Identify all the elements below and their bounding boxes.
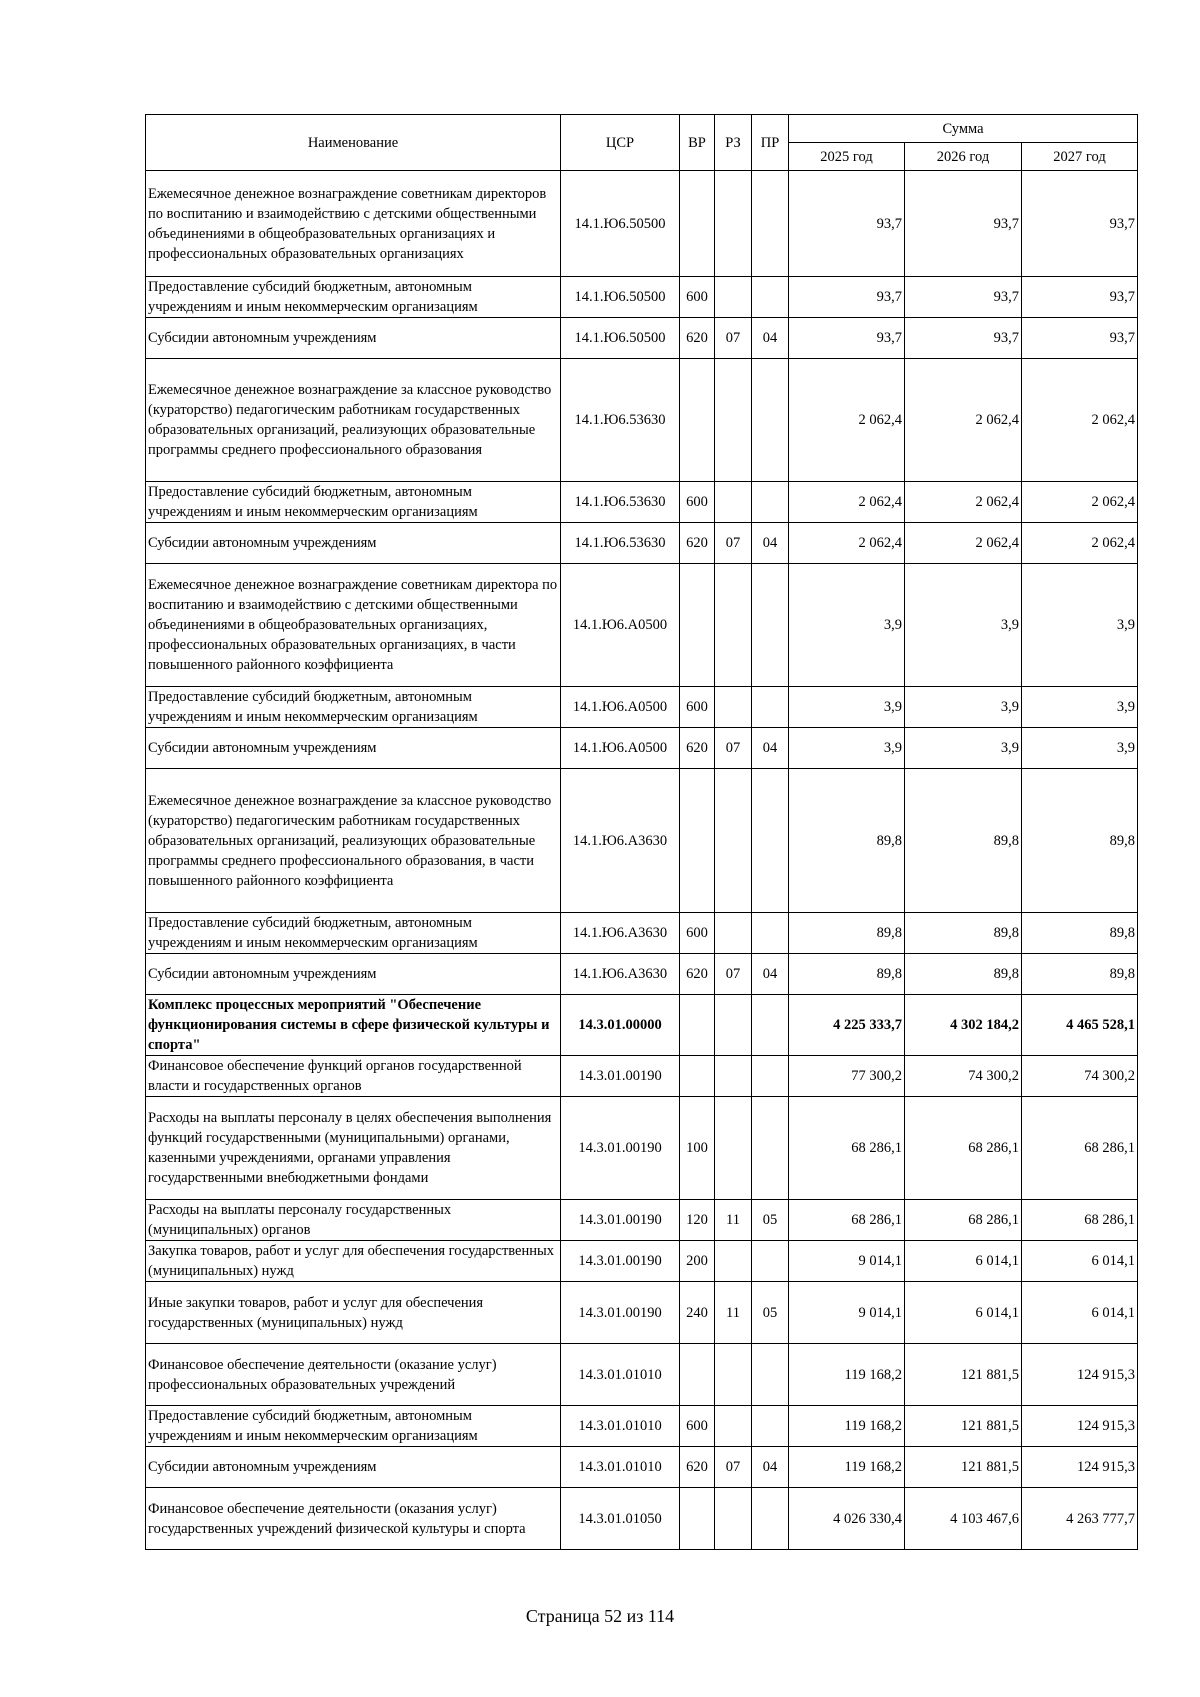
cell-2027: 6 014,1	[1022, 1241, 1138, 1282]
header-vr: ВР	[680, 115, 715, 171]
header-pr: ПР	[752, 115, 789, 171]
cell-csr: 14.3.01.01010	[561, 1447, 680, 1488]
table-row	[146, 913, 1138, 954]
cell-name: Предоставление субсидий бюджетным, автономным учреждениям и иным некоммерческим организациям	[146, 277, 561, 318]
cell-vr	[680, 171, 715, 277]
cell-2025: 3,9	[789, 687, 905, 728]
cell-2025: 89,8	[789, 769, 905, 913]
cell-name: Ежемесячное денежное вознаграждение за классное руководство (кураторство) педагогическим работникам государственных образовательных организаций, реализующих образовательные программы среднего профессионального образования, в части повышенного районного коэффициента	[146, 769, 561, 913]
cell-rz	[715, 1406, 752, 1447]
table-row	[146, 995, 1138, 1056]
cell-2025: 2 062,4	[789, 523, 905, 564]
cell-rz	[715, 171, 752, 277]
cell-vr	[680, 564, 715, 687]
cell-name: Субсидии автономным учреждениям	[146, 318, 561, 359]
cell-2026: 89,8	[905, 954, 1022, 995]
table-row	[146, 523, 1138, 564]
cell-2026: 89,8	[905, 769, 1022, 913]
table-row	[146, 318, 1138, 359]
cell-name: Предоставление субсидий бюджетным, автономным учреждениям и иным некоммерческим организациям	[146, 913, 561, 954]
cell-csr: 14.3.01.01010	[561, 1406, 680, 1447]
cell-rz	[715, 482, 752, 523]
cell-pr: 05	[752, 1200, 789, 1241]
table-row	[146, 769, 1138, 913]
cell-2027: 93,7	[1022, 171, 1138, 277]
table-row	[146, 1241, 1138, 1282]
cell-2025: 9 014,1	[789, 1241, 905, 1282]
cell-2025: 77 300,2	[789, 1056, 905, 1097]
cell-rz	[715, 1056, 752, 1097]
cell-vr: 120	[680, 1200, 715, 1241]
cell-name: Расходы на выплаты персоналу в целях обеспечения выполнения функций государственными (муниципальными) органами, казенными учреждениями, органами управления государственными внебюджетными фондами	[146, 1097, 561, 1200]
cell-2026: 68 286,1	[905, 1097, 1022, 1200]
cell-vr: 240	[680, 1282, 715, 1344]
header-year-2027: 2027 год	[1022, 143, 1138, 171]
cell-name: Предоставление субсидий бюджетным, автономным учреждениям и иным некоммерческим организациям	[146, 687, 561, 728]
cell-vr: 620	[680, 1447, 715, 1488]
table-row	[146, 1488, 1138, 1550]
cell-rz	[715, 359, 752, 482]
cell-rz: 07	[715, 318, 752, 359]
header-rz: РЗ	[715, 115, 752, 171]
cell-rz	[715, 564, 752, 687]
table-row	[146, 728, 1138, 769]
cell-vr	[680, 1488, 715, 1550]
cell-pr	[752, 769, 789, 913]
cell-name: Предоставление субсидий бюджетным, автономным учреждениям и иным некоммерческим организациям	[146, 1406, 561, 1447]
cell-rz: 07	[715, 954, 752, 995]
cell-2027: 93,7	[1022, 277, 1138, 318]
cell-2027: 74 300,2	[1022, 1056, 1138, 1097]
cell-vr	[680, 1056, 715, 1097]
cell-2027: 68 286,1	[1022, 1097, 1138, 1200]
header-name: Наименование	[146, 115, 561, 171]
cell-csr: 14.1.Ю6.А0500	[561, 564, 680, 687]
cell-pr	[752, 482, 789, 523]
cell-2025: 93,7	[789, 318, 905, 359]
cell-rz	[715, 913, 752, 954]
cell-rz	[715, 277, 752, 318]
cell-name: Расходы на выплаты персоналу государственных (муниципальных) органов	[146, 1200, 561, 1241]
cell-csr: 14.3.01.01050	[561, 1488, 680, 1550]
cell-2027: 2 062,4	[1022, 482, 1138, 523]
cell-2026: 93,7	[905, 171, 1022, 277]
cell-rz	[715, 1241, 752, 1282]
cell-2027: 68 286,1	[1022, 1200, 1138, 1241]
table-row	[146, 954, 1138, 995]
cell-rz: 11	[715, 1282, 752, 1344]
cell-2025: 89,8	[789, 913, 905, 954]
budget-table	[145, 114, 1138, 1550]
cell-2026: 121 881,5	[905, 1406, 1022, 1447]
cell-pr	[752, 1097, 789, 1200]
cell-2027: 3,9	[1022, 687, 1138, 728]
cell-2026: 121 881,5	[905, 1344, 1022, 1406]
cell-vr: 620	[680, 954, 715, 995]
cell-vr: 620	[680, 523, 715, 564]
header-year-2025: 2025 год	[789, 143, 905, 171]
table-row	[146, 564, 1138, 687]
cell-2027: 4 263 777,7	[1022, 1488, 1138, 1550]
header-csr: ЦСР	[561, 115, 680, 171]
cell-2025: 2 062,4	[789, 359, 905, 482]
cell-pr: 05	[752, 1282, 789, 1344]
table-row	[146, 687, 1138, 728]
cell-csr: 14.1.Ю6.53630	[561, 523, 680, 564]
cell-rz	[715, 995, 752, 1056]
cell-2027: 3,9	[1022, 728, 1138, 769]
cell-2025: 4 225 333,7	[789, 995, 905, 1056]
cell-2026: 89,8	[905, 913, 1022, 954]
cell-csr: 14.1.Ю6.А0500	[561, 687, 680, 728]
table-row	[146, 1282, 1138, 1344]
cell-2027: 124 915,3	[1022, 1447, 1138, 1488]
cell-2025: 9 014,1	[789, 1282, 905, 1344]
cell-rz	[715, 1344, 752, 1406]
cell-name: Субсидии автономным учреждениям	[146, 954, 561, 995]
cell-2026: 4 302 184,2	[905, 995, 1022, 1056]
cell-pr	[752, 171, 789, 277]
cell-name: Финансовое обеспечение функций органов государственной власти и государственных органов	[146, 1056, 561, 1097]
cell-2025: 3,9	[789, 728, 905, 769]
cell-name: Финансовое обеспечение деятельности (оказания услуг) государственных учреждений физической культуры и спорта	[146, 1488, 561, 1550]
cell-vr	[680, 1344, 715, 1406]
cell-vr: 620	[680, 728, 715, 769]
cell-csr: 14.1.Ю6.53630	[561, 482, 680, 523]
cell-csr: 14.3.01.01010	[561, 1344, 680, 1406]
cell-2027: 4 465 528,1	[1022, 995, 1138, 1056]
cell-vr: 600	[680, 687, 715, 728]
cell-vr: 600	[680, 913, 715, 954]
cell-name: Предоставление субсидий бюджетным, автономным учреждениям и иным некоммерческим организациям	[146, 482, 561, 523]
cell-pr: 04	[752, 954, 789, 995]
cell-csr: 14.1.Ю6.53630	[561, 359, 680, 482]
cell-pr	[752, 1488, 789, 1550]
cell-vr: 600	[680, 277, 715, 318]
cell-vr: 100	[680, 1097, 715, 1200]
cell-rz	[715, 769, 752, 913]
cell-vr	[680, 995, 715, 1056]
cell-2026: 4 103 467,6	[905, 1488, 1022, 1550]
cell-pr	[752, 1406, 789, 1447]
cell-2025: 119 168,2	[789, 1344, 905, 1406]
cell-2026: 121 881,5	[905, 1447, 1022, 1488]
cell-2025: 68 286,1	[789, 1097, 905, 1200]
cell-rz: 11	[715, 1200, 752, 1241]
cell-2026: 2 062,4	[905, 482, 1022, 523]
cell-rz	[715, 687, 752, 728]
cell-2027: 6 014,1	[1022, 1282, 1138, 1344]
cell-pr	[752, 564, 789, 687]
table-row	[146, 1097, 1138, 1200]
cell-2027: 124 915,3	[1022, 1406, 1138, 1447]
cell-pr	[752, 1344, 789, 1406]
table-body	[146, 171, 1138, 1550]
cell-pr	[752, 359, 789, 482]
cell-pr	[752, 995, 789, 1056]
cell-2026: 6 014,1	[905, 1282, 1022, 1344]
cell-csr: 14.3.01.00190	[561, 1097, 680, 1200]
cell-2026: 3,9	[905, 564, 1022, 687]
cell-pr: 04	[752, 318, 789, 359]
cell-csr: 14.1.Ю6.50500	[561, 277, 680, 318]
cell-2026: 2 062,4	[905, 359, 1022, 482]
cell-csr: 14.1.Ю6.А3630	[561, 954, 680, 995]
header-year-2026: 2026 год	[905, 143, 1022, 171]
cell-vr: 200	[680, 1241, 715, 1282]
cell-csr: 14.3.01.00190	[561, 1241, 680, 1282]
cell-2026: 3,9	[905, 728, 1022, 769]
cell-pr: 04	[752, 1447, 789, 1488]
table-row	[146, 1447, 1138, 1488]
cell-2026: 74 300,2	[905, 1056, 1022, 1097]
cell-rz: 07	[715, 523, 752, 564]
table-row	[146, 359, 1138, 482]
cell-pr	[752, 277, 789, 318]
cell-csr: 14.1.Ю6.А0500	[561, 728, 680, 769]
cell-2027: 124 915,3	[1022, 1344, 1138, 1406]
cell-name: Иные закупки товаров, работ и услуг для обеспечения государственных (муниципальных) нужд	[146, 1282, 561, 1344]
cell-2027: 2 062,4	[1022, 359, 1138, 482]
cell-rz: 07	[715, 728, 752, 769]
cell-pr: 04	[752, 523, 789, 564]
cell-2027: 2 062,4	[1022, 523, 1138, 564]
cell-2027: 93,7	[1022, 318, 1138, 359]
cell-2027: 89,8	[1022, 954, 1138, 995]
cell-csr: 14.1.Ю6.50500	[561, 171, 680, 277]
cell-2027: 3,9	[1022, 564, 1138, 687]
cell-2026: 3,9	[905, 687, 1022, 728]
cell-vr	[680, 359, 715, 482]
cell-2025: 68 286,1	[789, 1200, 905, 1241]
cell-2027: 89,8	[1022, 913, 1138, 954]
cell-csr: 14.3.01.00190	[561, 1056, 680, 1097]
cell-2025: 3,9	[789, 564, 905, 687]
cell-vr	[680, 769, 715, 913]
cell-pr: 04	[752, 728, 789, 769]
cell-name: Комплекс процессных мероприятий "Обеспечение функционирования системы в сфере физической культуры и спорта"	[146, 995, 561, 1056]
page-footer: Страница 52 из 114	[525, 1606, 675, 1626]
cell-pr	[752, 1241, 789, 1282]
table-row	[146, 1200, 1138, 1241]
cell-csr: 14.3.01.00000	[561, 995, 680, 1056]
table-row	[146, 171, 1138, 277]
cell-2025: 89,8	[789, 954, 905, 995]
cell-name: Закупка товаров, работ и услуг для обеспечения государственных (муниципальных) нужд	[146, 1241, 561, 1282]
cell-rz	[715, 1488, 752, 1550]
cell-2026: 6 014,1	[905, 1241, 1022, 1282]
table-row	[146, 1344, 1138, 1406]
cell-2027: 89,8	[1022, 769, 1138, 913]
cell-2026: 2 062,4	[905, 523, 1022, 564]
cell-pr	[752, 913, 789, 954]
cell-2025: 119 168,2	[789, 1406, 905, 1447]
cell-name: Ежемесячное денежное вознаграждение советникам директора по воспитанию и взаимодействию с детскими общественными объединениями в общеобразовательных организациях, профессиональных образовательных организациях, в части повышенного районного коэффициента	[146, 564, 561, 687]
cell-2025: 4 026 330,4	[789, 1488, 905, 1550]
cell-2026: 93,7	[905, 277, 1022, 318]
cell-rz	[715, 1097, 752, 1200]
cell-2026: 68 286,1	[905, 1200, 1022, 1241]
table-row	[146, 482, 1138, 523]
cell-name: Ежемесячное денежное вознаграждение советникам директоров по воспитанию и взаимодействию с детскими общественными объединениями в общеобразовательных организациях и профессиональных образовательных организациях	[146, 171, 561, 277]
cell-name: Субсидии автономным учреждениям	[146, 523, 561, 564]
header-sum: Сумма	[789, 115, 1138, 143]
cell-pr	[752, 1056, 789, 1097]
cell-name: Ежемесячное денежное вознаграждение за классное руководство (кураторство) педагогическим работникам государственных образовательных организаций, реализующих образовательные программы среднего профессионального образования	[146, 359, 561, 482]
cell-name: Финансовое обеспечение деятельности (оказание услуг) профессиональных образовательных учреждений	[146, 1344, 561, 1406]
cell-vr: 620	[680, 318, 715, 359]
cell-csr: 14.3.01.00190	[561, 1200, 680, 1241]
cell-vr: 600	[680, 482, 715, 523]
cell-csr: 14.1.Ю6.А3630	[561, 769, 680, 913]
cell-2025: 93,7	[789, 277, 905, 318]
cell-rz: 07	[715, 1447, 752, 1488]
table-row	[146, 1406, 1138, 1447]
cell-pr	[752, 687, 789, 728]
cell-2026: 93,7	[905, 318, 1022, 359]
table-row	[146, 277, 1138, 318]
cell-csr: 14.3.01.00190	[561, 1282, 680, 1344]
cell-2025: 119 168,2	[789, 1447, 905, 1488]
cell-name: Субсидии автономным учреждениям	[146, 1447, 561, 1488]
cell-vr: 600	[680, 1406, 715, 1447]
cell-2025: 2 062,4	[789, 482, 905, 523]
cell-2025: 93,7	[789, 171, 905, 277]
table-row	[146, 1056, 1138, 1097]
cell-csr: 14.1.Ю6.50500	[561, 318, 680, 359]
cell-name: Субсидии автономным учреждениям	[146, 728, 561, 769]
cell-csr: 14.1.Ю6.А3630	[561, 913, 680, 954]
